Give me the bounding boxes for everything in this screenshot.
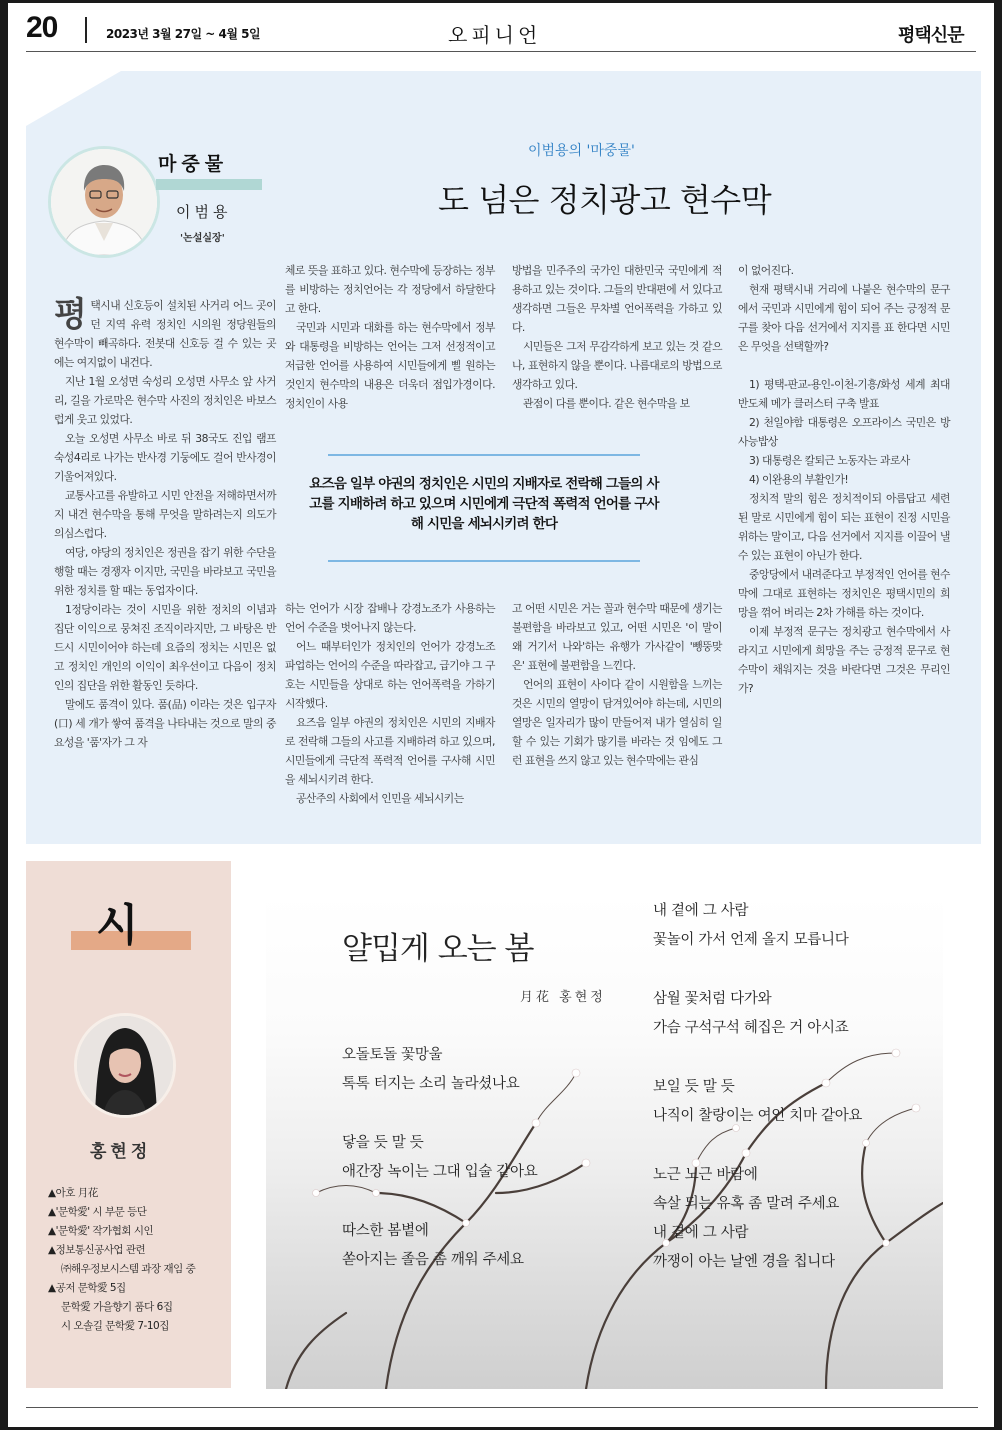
paragraph: 관점이 다를 뿐이다. 같은 현수막을 보 [523, 397, 690, 410]
paragraph: 언어의 표현이 사이다 같이 시원함을 느끼는 것은 시민의 열망이 담겨있어야 하는데, 시민의 열망은 일자리가 많이 만들어져 내가 열심히 일할 수 있는 기회가 많기를 바라는 것 임에도 그런 표현을 쓰지 않고 있는 현수막에는 관심 [512, 678, 722, 767]
footer-rule [26, 1407, 978, 1408]
list-item: 3) 대통령은 칼퇴근 노동자는 과로사 [749, 454, 910, 467]
poem-line: 톡톡 터지는 소리 놀라셨나요 [342, 1076, 520, 1092]
paragraph: 택시내 신호등이 설치된 사거리 어느 곳이던 지역 유력 정치인 시의원 정당원들의 현수막이 빼곡하다. 전봇대 신호등 걸 수 있는 곳에는 여지없이 내건다. [54, 299, 276, 369]
paragraph: 체로 뜻을 표하고 있다. 현수막에 등장하는 정부를 비방하는 정치언어는 각 정당에서 하달한다고 한다. [285, 264, 495, 315]
paragraph: 이 없어진다. [738, 264, 794, 277]
paragraph: 국민과 시민과 대화를 하는 현수막에서 정부와 대통령을 비방하는 언어는 그저 선정적이고 저급한 언어를 사용하여 시민들에게 삘 원하는 것인지 현수막의 내용은 더욱더 점입가경이다. 정치인이 사용 [285, 321, 495, 410]
column-kicker: 이범용의 '마중물' [528, 143, 635, 159]
poem-section-label: 시 [96, 900, 139, 951]
list-item: 1) 평택-판교-용인-이천-기흥/화성 세계 최대 반도체 메가 클러스터 구축 발표 [738, 378, 950, 410]
header-rule [26, 51, 976, 52]
paragraph: 공산주의 사회에서 인민을 세뇌시키는 [296, 792, 464, 805]
poem-line: 쏟아지는 졸음 좀 깨워 주세요 [342, 1252, 524, 1268]
paragraph: 이제 부정적 문구는 정치광고 현수막에서 사라지고 시민에게 희망을 주는 긍정적 문구로 현수막이 채워지는 것을 바란다면 그것은 무리인가? [738, 625, 950, 695]
author-name: 이범용 [176, 203, 232, 221]
poem-line: 까쟁이 아는 날엔 경을 칩니다 [653, 1254, 835, 1270]
poem-line: 가슴 구석구석 헤집은 거 아시죠 [653, 1020, 849, 1036]
poet-portrait-illustration [77, 1016, 173, 1115]
poem-line: 노근 노근 바람에 [653, 1167, 758, 1183]
poem-line: 내 곁에 그 사람 [653, 1225, 749, 1241]
header-divider [85, 17, 87, 43]
page-number: 20 [26, 11, 58, 44]
bio-line: ▲공저 문학愛 5집 [48, 1282, 126, 1294]
newspaper-page [8, 3, 994, 1427]
pull-quote-rule-top [328, 454, 640, 456]
bio-line: ㈜해우정보시스템 과장 재임 중 [61, 1263, 196, 1275]
bio-line: 시 오솔길 문학愛 7-10집 [61, 1320, 169, 1332]
pull-quote-rule-bottom [328, 560, 640, 562]
bio-line: ▲'문학愛' 시 부문 등단 [48, 1206, 147, 1218]
poet-portrait [74, 1013, 176, 1118]
poem-author: 月花 홍현정 [520, 990, 606, 1005]
paragraph-spacer [738, 356, 950, 375]
paragraph: 교통사고를 유발하고 시민 안전을 저해하면서까지 내건 현수막을 통해 무엇을 말하려는지 의도가 의심스럽다. [54, 489, 276, 540]
poem-line: 닿을 듯 말 듯 [342, 1135, 424, 1151]
paragraph: 하는 언어가 시장 잡배나 강경노조가 사용하는 언어 수준을 벗어나지 않는다. [285, 602, 495, 634]
poem-title: 얄밉게 오는 봄 [342, 931, 534, 967]
column-box-corner [26, 71, 121, 126]
paragraph: 여당, 야당의 정치인은 정권을 잡기 위한 수단을 행할 때는 경쟁자 이지만, 국민을 바라보고 국민을 위한 정치를 할 때는 동업자이다. [54, 546, 276, 597]
poem-line: 삼월 꽃처럼 다가와 [653, 991, 772, 1007]
paragraph: 지난 1월 오성면 숙성리 오성면 사무소 앞 사거리, 길을 가로막은 현수막 사진의 정치인은 바보스럽게 웃고 있었다. [54, 375, 276, 426]
paragraph: 시민들은 그저 무감각하게 보고 있는 것 같으나, 표현하지 않을 뿐이다. 나름대로의 방법으로 생각하고 있다. [512, 340, 722, 391]
paragraph: 어느 때부터인가 정치인의 언어가 강경노조 파업하는 언어의 수준을 따라잡고, 급기야 그 구호는 시민들을 상대로 하는 언어폭력을 가하기 시작했다. [285, 640, 495, 710]
series-accent-bar [156, 179, 262, 190]
newspaper-brand: 평택신문 [898, 25, 964, 46]
paragraph: 정치적 말의 힘은 정치적이되 아름답고 세련된 말로 시민에게 힘이 되는 표현이 진정 시민을 위하는 말이고, 다음 선거에서 지지를 이끌어 낼 수 있는 표현이 아닌가 한다. [738, 492, 950, 562]
article-headline: 도 넘은 정치광고 현수막 [438, 181, 772, 219]
paragraph: 1정당이라는 것이 시민을 위한 정치의 이념과 집단 이익으로 뭉쳐진 조직이라지만, 그 바탕은 반드시 시민이어야 하는데 요즘의 정치는 시민은 없고 정치인 개인의 이익이 최우선이고 다음이 정치인의 집단을 위한 활동인 듯하다. [54, 603, 276, 692]
article-column-2-top [285, 261, 495, 413]
author-portrait-illustration [51, 149, 157, 255]
paragraph: 고 어떤 시민은 거는 꼴과 현수막 때문에 생기는 불편함을 바라보고 있고, 어떤 시민은 '이 말이 왜 거기서 나와'하는 유행가 가사같이 '뺑뚱맞은' 표현에 불편함을 느낀다. [512, 602, 722, 672]
article-column-4 [738, 261, 950, 698]
article-column-2-bottom [285, 599, 495, 808]
poet-bio [48, 1184, 195, 1336]
bio-line: 문학愛 가을향기 품다 6집 [61, 1301, 173, 1313]
poem-line: 보일 듯 말 듯 [653, 1079, 735, 1095]
poem-line: 내 곁에 그 사람 [653, 903, 749, 919]
poem-line: 애간장 녹이는 그대 입술 같아요 [342, 1164, 538, 1180]
list-item: 4) 이완용의 부활인가! [749, 473, 849, 486]
author-role: '논설실장' [180, 233, 225, 244]
poem-line: 꽃놀이 가서 언제 올지 모릅니다 [653, 932, 849, 948]
poem-line: 오돌토돌 꽃망울 [342, 1047, 443, 1063]
pull-quote: 요즈음 일부 야권의 정치인은 시민의 지배자로 전락해 그들의 사고를 지배하려 하고 있으며 시민에게 극단적 폭력적 언어를 구사해 시민을 세뇌시키려 한다 [309, 476, 659, 532]
poem-line: 속살 되는 유혹 좀 말려 주세요 [653, 1196, 840, 1212]
issue-date: 2023년 3월 27일 ~ 4월 5일 [106, 27, 261, 41]
article-column-1 [54, 296, 276, 752]
paragraph: 중앙당에서 내려준다고 부정적인 언어를 현수막에 그대로 표현하는 정치인은 평택시민의 희망을 꺾어 버리는 2차 가해를 하는 것이다. [738, 568, 950, 619]
poem-line: 나직이 찰랑이는 여인 치마 같아요 [653, 1108, 863, 1124]
paragraph: 방법을 민주주의 국가인 대한민국 국민에게 적용하고 있는 것이다. 그들의 반대편에 서 있다고 생각하면 그들은 무차별 언어폭력을 가하고 있다. [512, 264, 722, 334]
paragraph: 말에도 품격이 있다. 품(品) 이라는 것은 입구자(口) 세 개가 쌓여 품격을 나타내는 것으로 말의 중요성을 '품'자가 그 자 [54, 698, 276, 749]
poem-line: 따스한 봄볕에 [342, 1223, 429, 1239]
article-column-3-top [512, 261, 722, 413]
paragraph: 현재 평택시내 거리에 나붙은 현수막의 문구에서 국민과 시민에게 힘이 되어 주는 긍정적 문구를 찾아 다음 선거에서 지지를 표 한다면 시민은 무엇을 선택할까? [738, 283, 950, 353]
article-column-3-bottom [512, 599, 722, 770]
drop-cap: 평 [54, 295, 87, 335]
paragraph: 요즈음 일부 야권의 정치인은 시민의 지배자로 전락해 그들의 사고를 지배하려 하고 있으며, 시민들에게 극단적 폭력적 언어를 구사해 시민을 세뇌시키려 한다. [285, 716, 495, 786]
bio-line: ▲'문학愛' 작가협회 시인 [48, 1225, 154, 1237]
bio-line: ▲정보통신공사업 관련 [48, 1244, 146, 1256]
series-title: 마중물 [158, 153, 229, 175]
author-portrait [48, 146, 160, 258]
paragraph: 오늘 오성면 사무소 바로 뒤 38국도 진입 램프 숙성4리로 나가는 반사경 기둥에도 걸어 반사경이 기울어져있다. [54, 432, 276, 483]
poet-name: 홍현정 [90, 1142, 152, 1162]
section-title: 오피니언 [448, 23, 542, 47]
bio-line: ▲아호 月花 [48, 1187, 98, 1199]
list-item: 2) 천일야함 대통령은 오프라이스 국민은 방사능밥상 [738, 416, 950, 448]
